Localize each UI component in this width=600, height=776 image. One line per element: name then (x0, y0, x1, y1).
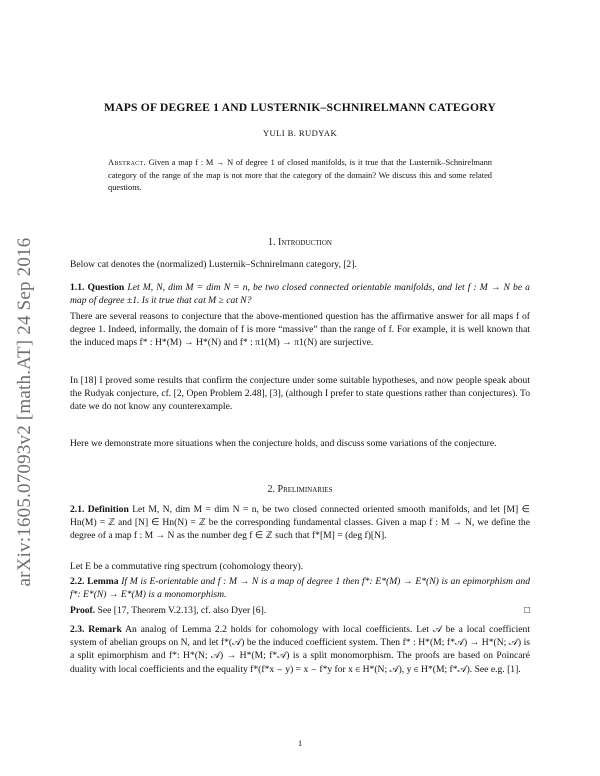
question-text: Let M, N, dim M = dim N = n, be two closed connected orientable manifolds, and let f : M → N be a map of degree ±1. Is it true that cat M ≥ cat N? (70, 282, 530, 307)
paper-author: YULI B. RUDYAK (262, 128, 338, 138)
remark-label: 2.3. Remark (70, 624, 122, 635)
section-heading-introduction: 1. Introduction (268, 237, 332, 248)
definition-2-1 (70, 503, 530, 543)
proof-label: Proof. (70, 605, 96, 616)
paragraph-demonstrate: Here we demonstrate more situations when the conjecture holds, and discuss some variations of the conjecture. (70, 438, 497, 449)
lemma-text: If M is E-orientable and f : M → N is a map of degree 1 then f*: E*(M) → E*(N) is an epimorphism and f*: E*(N) → E*(M) is a monomorphism. (70, 576, 530, 601)
paragraph-rudyak-conjecture: In [18] I proved some results that confirm the conjecture under some suitable hypotheses, and now people speak about the Rudyak conjecture, cf. [2, Open Problem 2.48], [3], (although I prefer to state questions rather than conjectures). To date we do not know any counterexample. (70, 375, 530, 413)
qed-symbol: □ (523, 605, 530, 616)
remark-2-3 (70, 623, 530, 676)
abstract-label: Abstract. (108, 158, 146, 167)
arxiv-stamp-text: arXiv:1605.07093v2 [math.AT] 24 Sep 2016 (14, 237, 35, 587)
remark-text: An analog of Lemma 2.2 holds for cohomology with local coefficients. Let 𝒜 be a local coefficient system of abelian groups on N, and let f*(𝒜) be the induced coefficient system. Then f* : H*(M; f*𝒜) → H*(N; 𝒜) is a split epimorphism and f*: H*(N; 𝒜) → H*(M; f*𝒜) is a split monomorphism. The proofs are based on Poincaré duality with local coefficients and the equality f*(f*x ⌢ y) = x ⌢ f*y for x ∈ H*(N; 𝒜), y ∈ H*(M; f*𝒜). See e.g. [1]. (70, 624, 530, 675)
page-number: 1 (297, 738, 303, 748)
question-label: 1.1. Question (70, 282, 125, 293)
section-heading-preliminaries: 2. Preliminaries (267, 484, 333, 495)
abstract (108, 157, 492, 195)
proof (70, 604, 530, 617)
abstract-text: Given a map f : M → N of degree 1 of closed manifolds, is it true that the Lusternik–Schnirelmann category of the range of the map is not more that the category of the domain? We discuss this and some related questions. (108, 158, 492, 192)
lemma-label: 2.2. Lemma (70, 576, 119, 587)
ring-spectrum-line: Let E be a commutative ring spectrum (cohomology theory). (70, 561, 304, 572)
definition-text: Let M, N, dim M = dim N = n, be two closed connected oriented smooth manifolds, and let [M] ∈ Hn(M) = ℤ and [N] ∈ Hn(N) = ℤ be the corresponding fundamental classes. Given a map f : M → N, we define the degree of a map f : M → N as the number deg f ∈ ℤ such that f*[M] = (deg f)[N]. (70, 504, 530, 542)
definition-label: 2.1. Definition (70, 504, 129, 515)
proof-text: See [17, Theorem V.2.13], cf. also Dyer [6]. (97, 605, 267, 616)
intro-paragraph: Below cat denotes the (normalized) Lusternik–Schnirelmann category, [2]. (70, 259, 357, 270)
arxiv-stamp (6, 192, 44, 632)
lemma-2-2 (70, 575, 530, 601)
question-1-1 (70, 281, 530, 307)
paragraph-reasons: There are several reasons to conjecture that the above-mentioned question has the affirmative answer for all maps f of degree 1. Indeed, informally, the domain of f is more “massive” than the range of f. For example, it is well known that the induced maps f* : H*(M) → H*(N) and f* : π1(M) → π1(N) are surjective. (70, 311, 530, 349)
paper-title: MAPS OF DEGREE 1 AND LUSTERNIK–SCHNIRELMANN CATEGORY (104, 101, 496, 114)
